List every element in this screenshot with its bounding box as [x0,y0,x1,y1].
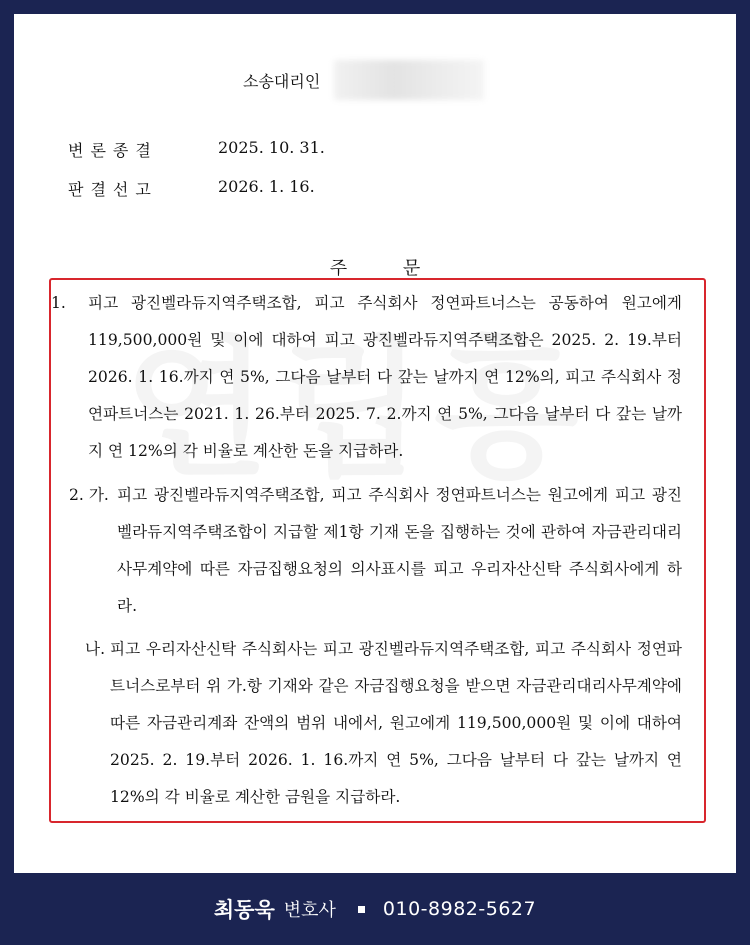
order-paragraph-2b [85,631,682,816]
litigation-agent-row [243,60,484,100]
judgment-date-label: 판결선고 [68,180,158,199]
order-paragraph-2a [69,477,682,625]
lawyer-title: 변호사 [283,900,336,921]
paragraph-number: 2. 가. [69,486,109,504]
closing-date-label: 변론종결 [68,141,158,160]
judgment-date-row [68,177,315,200]
paragraph-text: 피고 광진벨라듀지역주택조합, 피고 주식회사 정연파트너스는 원고에게 피고 광진벨라듀지역주택조합이 지급할 제1항 기재 돈을 집행하는 것에 관하여 자금관리대리사무계약에 따른 자금집행요청의 의사표시를 피고 우리자산신탁 주식회사에게 하라. [117,486,682,615]
paragraph-number: 나. [85,640,106,658]
closing-date-row [68,138,325,161]
paragraph-number: 1. [51,294,66,312]
closing-date-value: 2025. 10. 31. [218,138,325,157]
redacted-name [334,60,484,100]
separator-dot-icon [358,906,365,913]
lawyer-name: 최동욱 [213,898,275,922]
paragraph-text: 피고 광진벨라듀지역주택조합, 피고 주식회사 정연파트너스는 공동하여 원고에게 119,500,000원 및 이에 대하여 피고 광진벨라듀지역주택조합은 2025. 2. 19.부터 2026. 1. 16.까지 연 5%, 그다음 날부터 다 갚는 날까지 연 12%의, 피고 주식회사 정연파트너스는 2021. 1. 26.부터 2025. 7. 2.까지 연 5%, 그다음 날부터 다 갚는 날까지 연 12%의 각 비율로 계산한 돈을 지급하라. [88,294,683,460]
paragraph-text: 피고 우리자산신탁 주식회사는 피고 광진벨라듀지역주택조합, 피고 주식회사 정연파트너스로부터 위 가.항 기재와 같은 자금집행요청을 받으면 자금관리대리사무계약에 따른 자금관리계좌 잔액의 범위 내에서, 원고에게 119,500,000원 및 이에 대하여 2025. 2. 19.부터 2026. 1. 16.까지 연 5%, 그다음 날부터 다 갚는 날까지 연 12%의 각 비율로 계산한 금원을 지급하라. [110,640,682,806]
agent-label: 소송대리인 [243,71,321,91]
document-page [14,14,736,873]
judgment-date-value: 2026. 1. 16. [218,177,315,196]
contact-footer [0,873,750,945]
order-paragraph-1 [51,285,683,470]
order-heading: 주 문 [329,258,421,279]
phone-number[interactable]: 010-8982-5627 [382,898,537,920]
